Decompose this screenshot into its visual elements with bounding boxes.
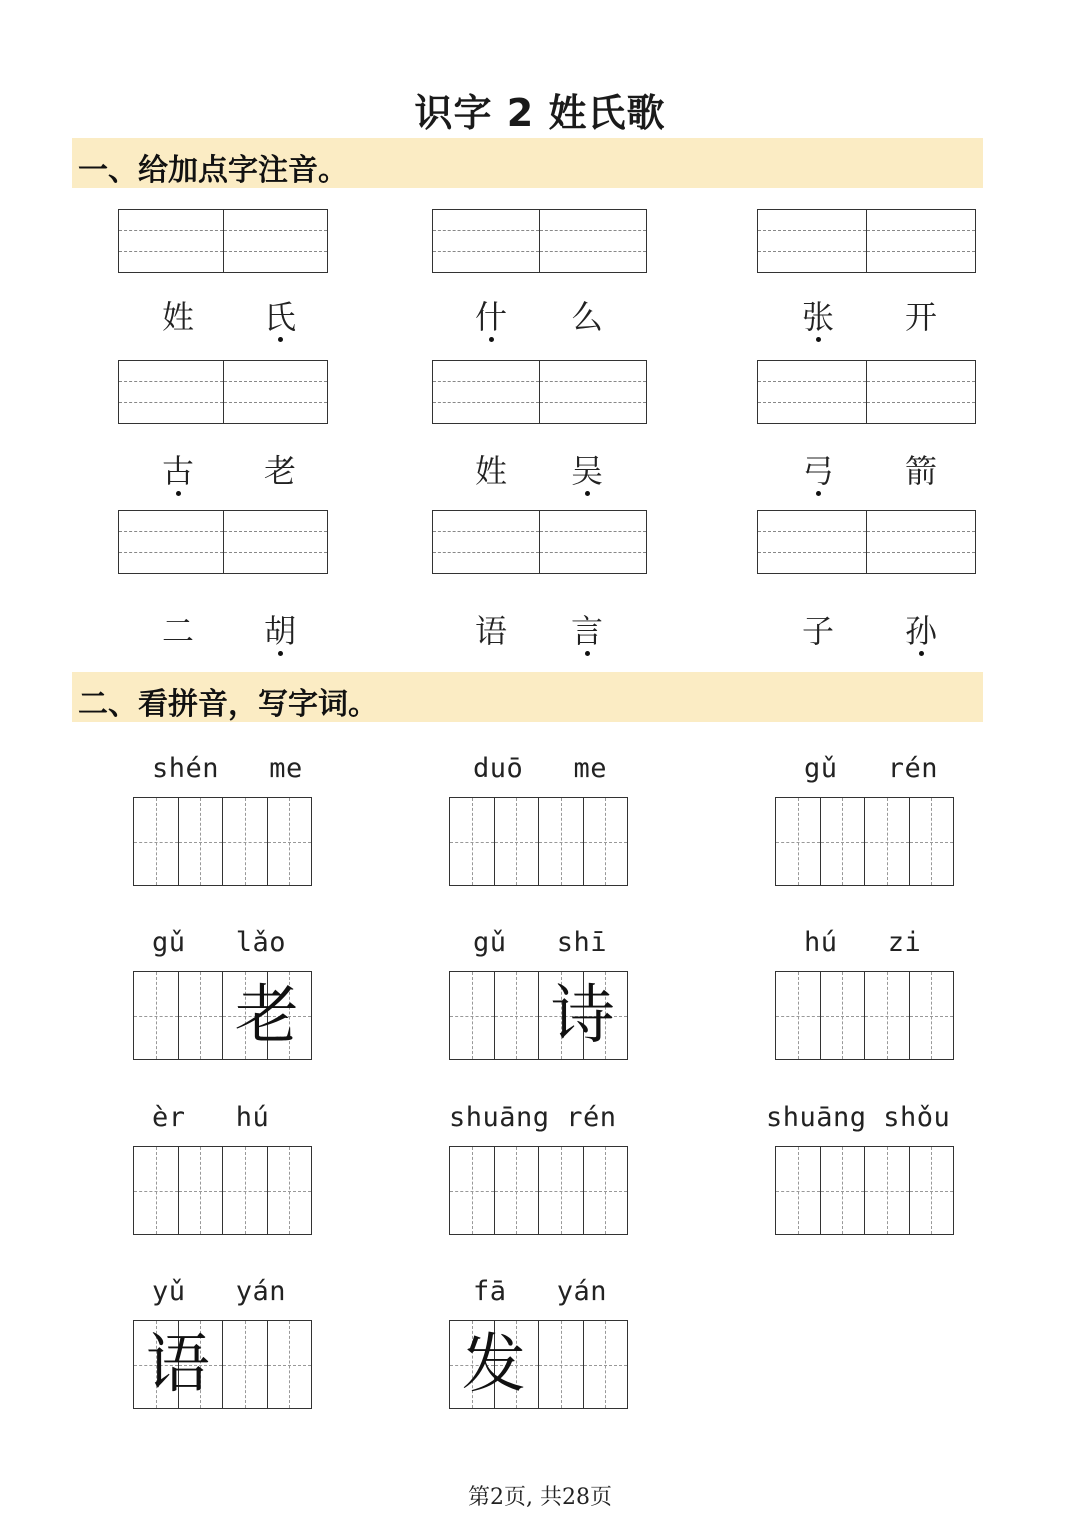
- exercise-character: 胡: [255, 606, 305, 652]
- writing-cell[interactable]: [864, 972, 909, 1059]
- exercise-character: 吴: [562, 446, 612, 492]
- pinyin-answer-box[interactable]: [432, 510, 647, 574]
- written-character: 诗: [550, 979, 615, 1053]
- writing-cell[interactable]: [538, 1321, 583, 1408]
- written-character: 发: [461, 1328, 526, 1402]
- writing-grid[interactable]: [775, 1146, 954, 1235]
- writing-cell[interactable]: [222, 1321, 267, 1408]
- writing-cell[interactable]: [222, 798, 267, 885]
- writing-grid[interactable]: [775, 797, 954, 886]
- section-2-heading: 二、看拼音，写字词。: [78, 687, 378, 722]
- section-2-header: [72, 672, 983, 722]
- writing-grid[interactable]: [133, 971, 312, 1060]
- writing-cell[interactable]: [267, 798, 312, 885]
- writing-cell[interactable]: [820, 798, 865, 885]
- writing-cell[interactable]: [494, 1147, 539, 1234]
- writing-cell[interactable]: [776, 1147, 820, 1234]
- exercise-character: 弓: [793, 446, 843, 492]
- writing-grid[interactable]: [775, 971, 954, 1060]
- pinyin-prompt: yǔ yán: [152, 1276, 287, 1307]
- writing-cell[interactable]: [450, 798, 494, 885]
- exercise-character: 么: [570, 298, 603, 336]
- pinyin-prompt: gǔ shī: [473, 927, 608, 958]
- writing-grid[interactable]: [449, 971, 628, 1060]
- pinyin-answer-box[interactable]: [118, 209, 328, 273]
- pinyin-prompt: èr hú: [152, 1102, 270, 1133]
- pinyin-answer-box[interactable]: [757, 360, 976, 424]
- writing-cell[interactable]: [178, 972, 223, 1059]
- exercise-character: 老: [263, 452, 296, 490]
- pinyin-answer-box[interactable]: [757, 209, 976, 273]
- exercise-character: 张: [793, 292, 843, 338]
- pinyin-answer-box[interactable]: [757, 510, 976, 574]
- exercise-character: 子: [801, 612, 834, 650]
- exercise-character: 氏: [255, 292, 305, 338]
- exercise-character: 古: [153, 446, 203, 492]
- page-footer: 第2页, 共28页: [468, 1485, 612, 1510]
- writing-cell[interactable]: [909, 798, 954, 885]
- writing-grid[interactable]: [449, 1320, 628, 1409]
- writing-cell[interactable]: [820, 1147, 865, 1234]
- pinyin-answer-box[interactable]: [432, 360, 647, 424]
- writing-grid[interactable]: [133, 1146, 312, 1235]
- writing-cell[interactable]: [494, 798, 539, 885]
- exercise-character: 姓: [474, 452, 507, 490]
- writing-grid[interactable]: [449, 1146, 628, 1235]
- writing-cell[interactable]: [134, 972, 178, 1059]
- pinyin-answer-box[interactable]: [118, 360, 328, 424]
- writing-cell[interactable]: [178, 798, 223, 885]
- pinyin-prompt: fā yán: [473, 1276, 608, 1307]
- writing-cell[interactable]: [222, 972, 299, 1059]
- pinyin-prompt: shén me: [152, 753, 303, 784]
- pinyin-answer-box[interactable]: [432, 209, 647, 273]
- pinyin-prompt: shuāng shǒu: [766, 1102, 951, 1133]
- writing-cell[interactable]: [450, 972, 494, 1059]
- writing-cell[interactable]: [864, 1147, 909, 1234]
- exercise-character: 什: [466, 292, 516, 338]
- writing-cell[interactable]: [178, 1147, 223, 1234]
- writing-cell[interactable]: [222, 1147, 267, 1234]
- exercise-character: 言: [562, 606, 612, 652]
- writing-cell[interactable]: [583, 1321, 628, 1408]
- writing-grid[interactable]: [133, 1320, 312, 1409]
- writing-cell[interactable]: [267, 1147, 312, 1234]
- writing-cell[interactable]: [909, 972, 954, 1059]
- writing-cell[interactable]: [909, 1147, 954, 1234]
- writing-cell[interactable]: [450, 1321, 526, 1408]
- writing-cell[interactable]: [134, 798, 178, 885]
- writing-cell[interactable]: [450, 1147, 494, 1234]
- page-title: 识字 2 姓氏歌: [414, 91, 666, 135]
- pinyin-prompt: gǔ lǎo: [152, 927, 287, 958]
- writing-grid[interactable]: [133, 797, 312, 886]
- exercise-character: 语: [474, 612, 507, 650]
- writing-cell[interactable]: [538, 972, 615, 1059]
- pinyin-prompt: duō me: [473, 753, 608, 784]
- exercise-character: 开: [904, 298, 937, 336]
- pinyin-prompt: shuāng rén: [449, 1102, 617, 1133]
- writing-cell[interactable]: [583, 798, 628, 885]
- written-character: 老: [234, 979, 299, 1053]
- writing-cell[interactable]: [494, 972, 539, 1059]
- writing-cell[interactable]: [776, 972, 820, 1059]
- pinyin-answer-box[interactable]: [118, 510, 328, 574]
- pinyin-prompt: hú zi: [804, 927, 922, 958]
- section-1-header: [72, 138, 983, 188]
- writing-cell[interactable]: [538, 1147, 583, 1234]
- writing-cell[interactable]: [134, 1321, 210, 1408]
- writing-cell[interactable]: [864, 798, 909, 885]
- writing-cell[interactable]: [538, 798, 583, 885]
- section-1-heading: 一、给加点字注音。: [78, 153, 348, 188]
- writing-cell[interactable]: [776, 798, 820, 885]
- writing-cell[interactable]: [134, 1147, 178, 1234]
- exercise-character: 姓: [161, 298, 194, 336]
- writing-grid[interactable]: [449, 797, 628, 886]
- exercise-character: 箭: [904, 452, 937, 490]
- written-character: 语: [145, 1328, 210, 1402]
- writing-cell[interactable]: [583, 1147, 628, 1234]
- pinyin-prompt: gǔ rén: [804, 753, 939, 784]
- writing-cell[interactable]: [820, 972, 865, 1059]
- writing-cell[interactable]: [267, 1321, 312, 1408]
- exercise-character: 二: [161, 612, 194, 650]
- exercise-character: 孙: [896, 606, 946, 652]
